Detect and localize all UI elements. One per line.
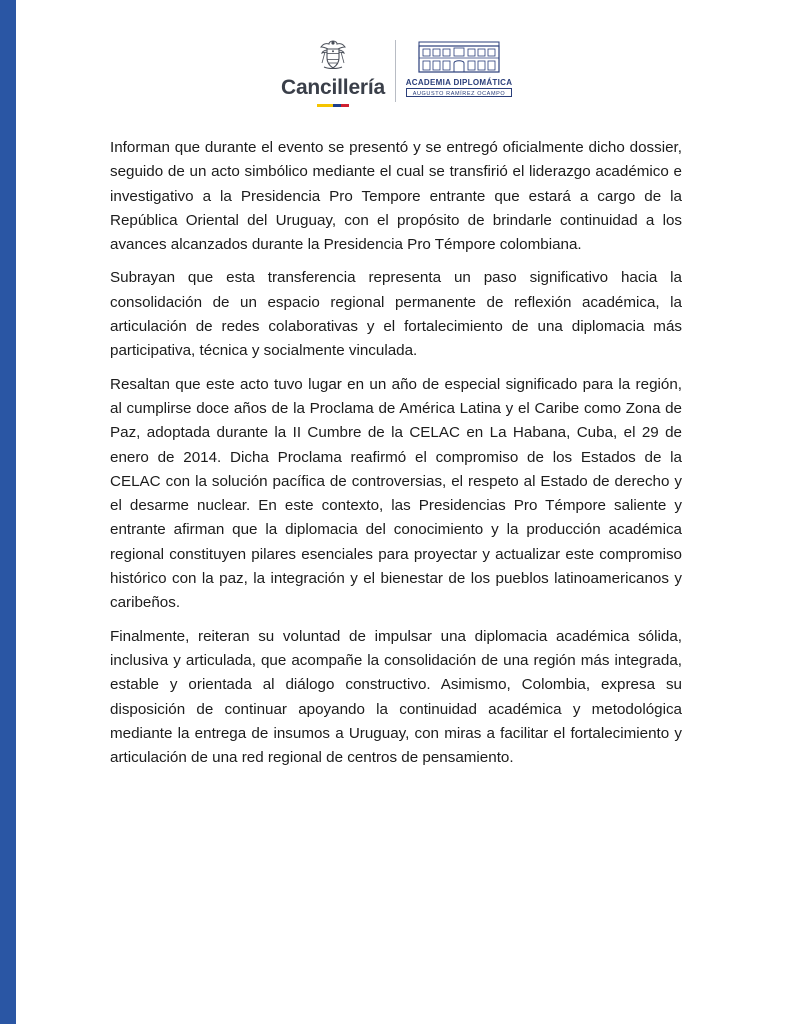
- paragraph: Subrayan que esta transferencia representa un paso significativo hacia la consolidación de un espacio regional permanente de reflexión académica, la articulación de redes colaborativas y el fortalecimiento de una diplomacia más participativa, técnica y socialmente vinculada.: [110, 269, 682, 360]
- academy-building-icon: [417, 40, 501, 74]
- document-body: [110, 136, 682, 779]
- colombia-flag-stripe: [317, 104, 349, 107]
- colombia-coat-of-arms-icon: [316, 38, 350, 72]
- paragraph: Informan que durante el evento se presentó y se entregó oficialmente dicho dossier, seguido de un acto simbólico mediante el cual se transfirió el liderazgo académico e investigativo a la Presidencia Pro Tempore entrante que estará a cargo de la República Oriental del Uruguay, con el propósito de brindarle continuidad a los avances alcanzados durante la Presidencia Pro Témpore colombiana.: [110, 139, 682, 254]
- academia-logo: [400, 36, 518, 106]
- paragraph: Resaltan que este acto tuvo lugar en un año de especial significado para la región, al cumplirse doce años de la Proclama de América Latina y el Caribe como Zona de Paz, adoptada durante la II Cumbre de la CELAC en La Habana, Cuba, el 29 de enero de 2014. Dicha Proclama reafirmó el compromiso de los Estados de la CELAC con la solución pacífica de controversias, el respeto al Estado de derecho y el desarme nuclear. En este contexto, las Presidencias Pro Témpore saliente y entrante afirman que la diplomacia del conocimiento y la producción académica regional constituyen pilares esenciales para proyectar y actualizar este compromiso histórico con la paz, la integración y el bienestar de los pueblos latinoamericanos y caribeños.: [110, 375, 682, 612]
- letterhead: [0, 36, 791, 110]
- academia-name: ACADEMIA DIPLOMÁTICA: [405, 78, 513, 87]
- cancilleria-logo: [278, 36, 388, 110]
- logo-divider: [395, 40, 396, 102]
- academia-subtitle: AUGUSTO RAMÍREZ OCAMPO: [412, 91, 506, 97]
- cancilleria-wordmark: Cancillería: [280, 76, 386, 99]
- paragraph: Finalmente, reiteran su voluntad de impulsar una diplomacia académica sólida, inclusiva y articulada, que acompañe la consolidación de una región más integrada, estable y orientada al diálogo constructivo. Asimismo, Colombia, expresa su disposición de continuar apoyando la continuidad académica y metodológica mediante la entrega de insumos a Uruguay, con miras a facilitar el fortalecimiento y articulación de una red regional de centros de pensamiento.: [110, 627, 682, 767]
- side-color-bar: [0, 0, 16, 1024]
